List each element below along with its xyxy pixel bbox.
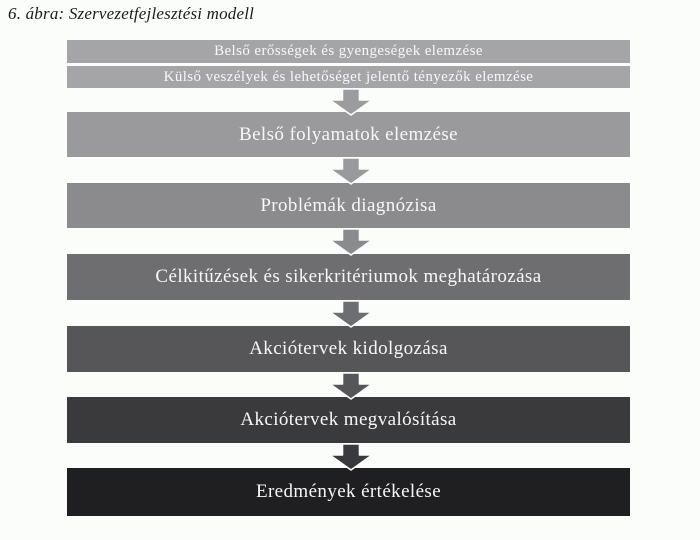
- down-arrow-icon: [328, 372, 374, 400]
- down-arrow-shape: [330, 301, 372, 327]
- down-arrow-icon: [328, 88, 374, 116]
- down-arrow-icon: [328, 228, 374, 256]
- down-arrow-shape: [330, 229, 372, 255]
- down-arrow-icon: [328, 300, 374, 328]
- flow-box-action-plans-development: Akciótervek kidolgozása: [67, 326, 630, 372]
- down-arrow-shape: [330, 89, 372, 115]
- flow-box-results-evaluation: Eredmények értékelése: [67, 468, 630, 516]
- down-arrow-shape: [330, 373, 372, 399]
- down-arrow-icon: [328, 443, 374, 471]
- flow-box-external-threats-opportunities: Külső veszélyek és lehetőséget jelentő tényezők elemzése: [67, 66, 630, 88]
- down-arrow-shape: [330, 158, 372, 184]
- down-arrow-shape: [330, 444, 372, 470]
- flow-box-action-plans-implementation: Akciótervek megvalósítása: [67, 397, 630, 443]
- flow-box-internal-processes-analysis: Belső folyamatok elemzése: [67, 112, 630, 157]
- flow-box-objectives-success-criteria: Célkitűzések és sikerkritériumok meghatározása: [67, 254, 630, 300]
- figure-caption: 6. ábra: Szervezetfejlesztési modell: [8, 4, 255, 23]
- flow-box-internal-strengths-weaknesses: Belső erősségek és gyengeségek elemzése: [67, 40, 630, 63]
- flow-box-problem-diagnosis: Problémák diagnózisa: [67, 183, 630, 228]
- down-arrow-icon: [328, 157, 374, 185]
